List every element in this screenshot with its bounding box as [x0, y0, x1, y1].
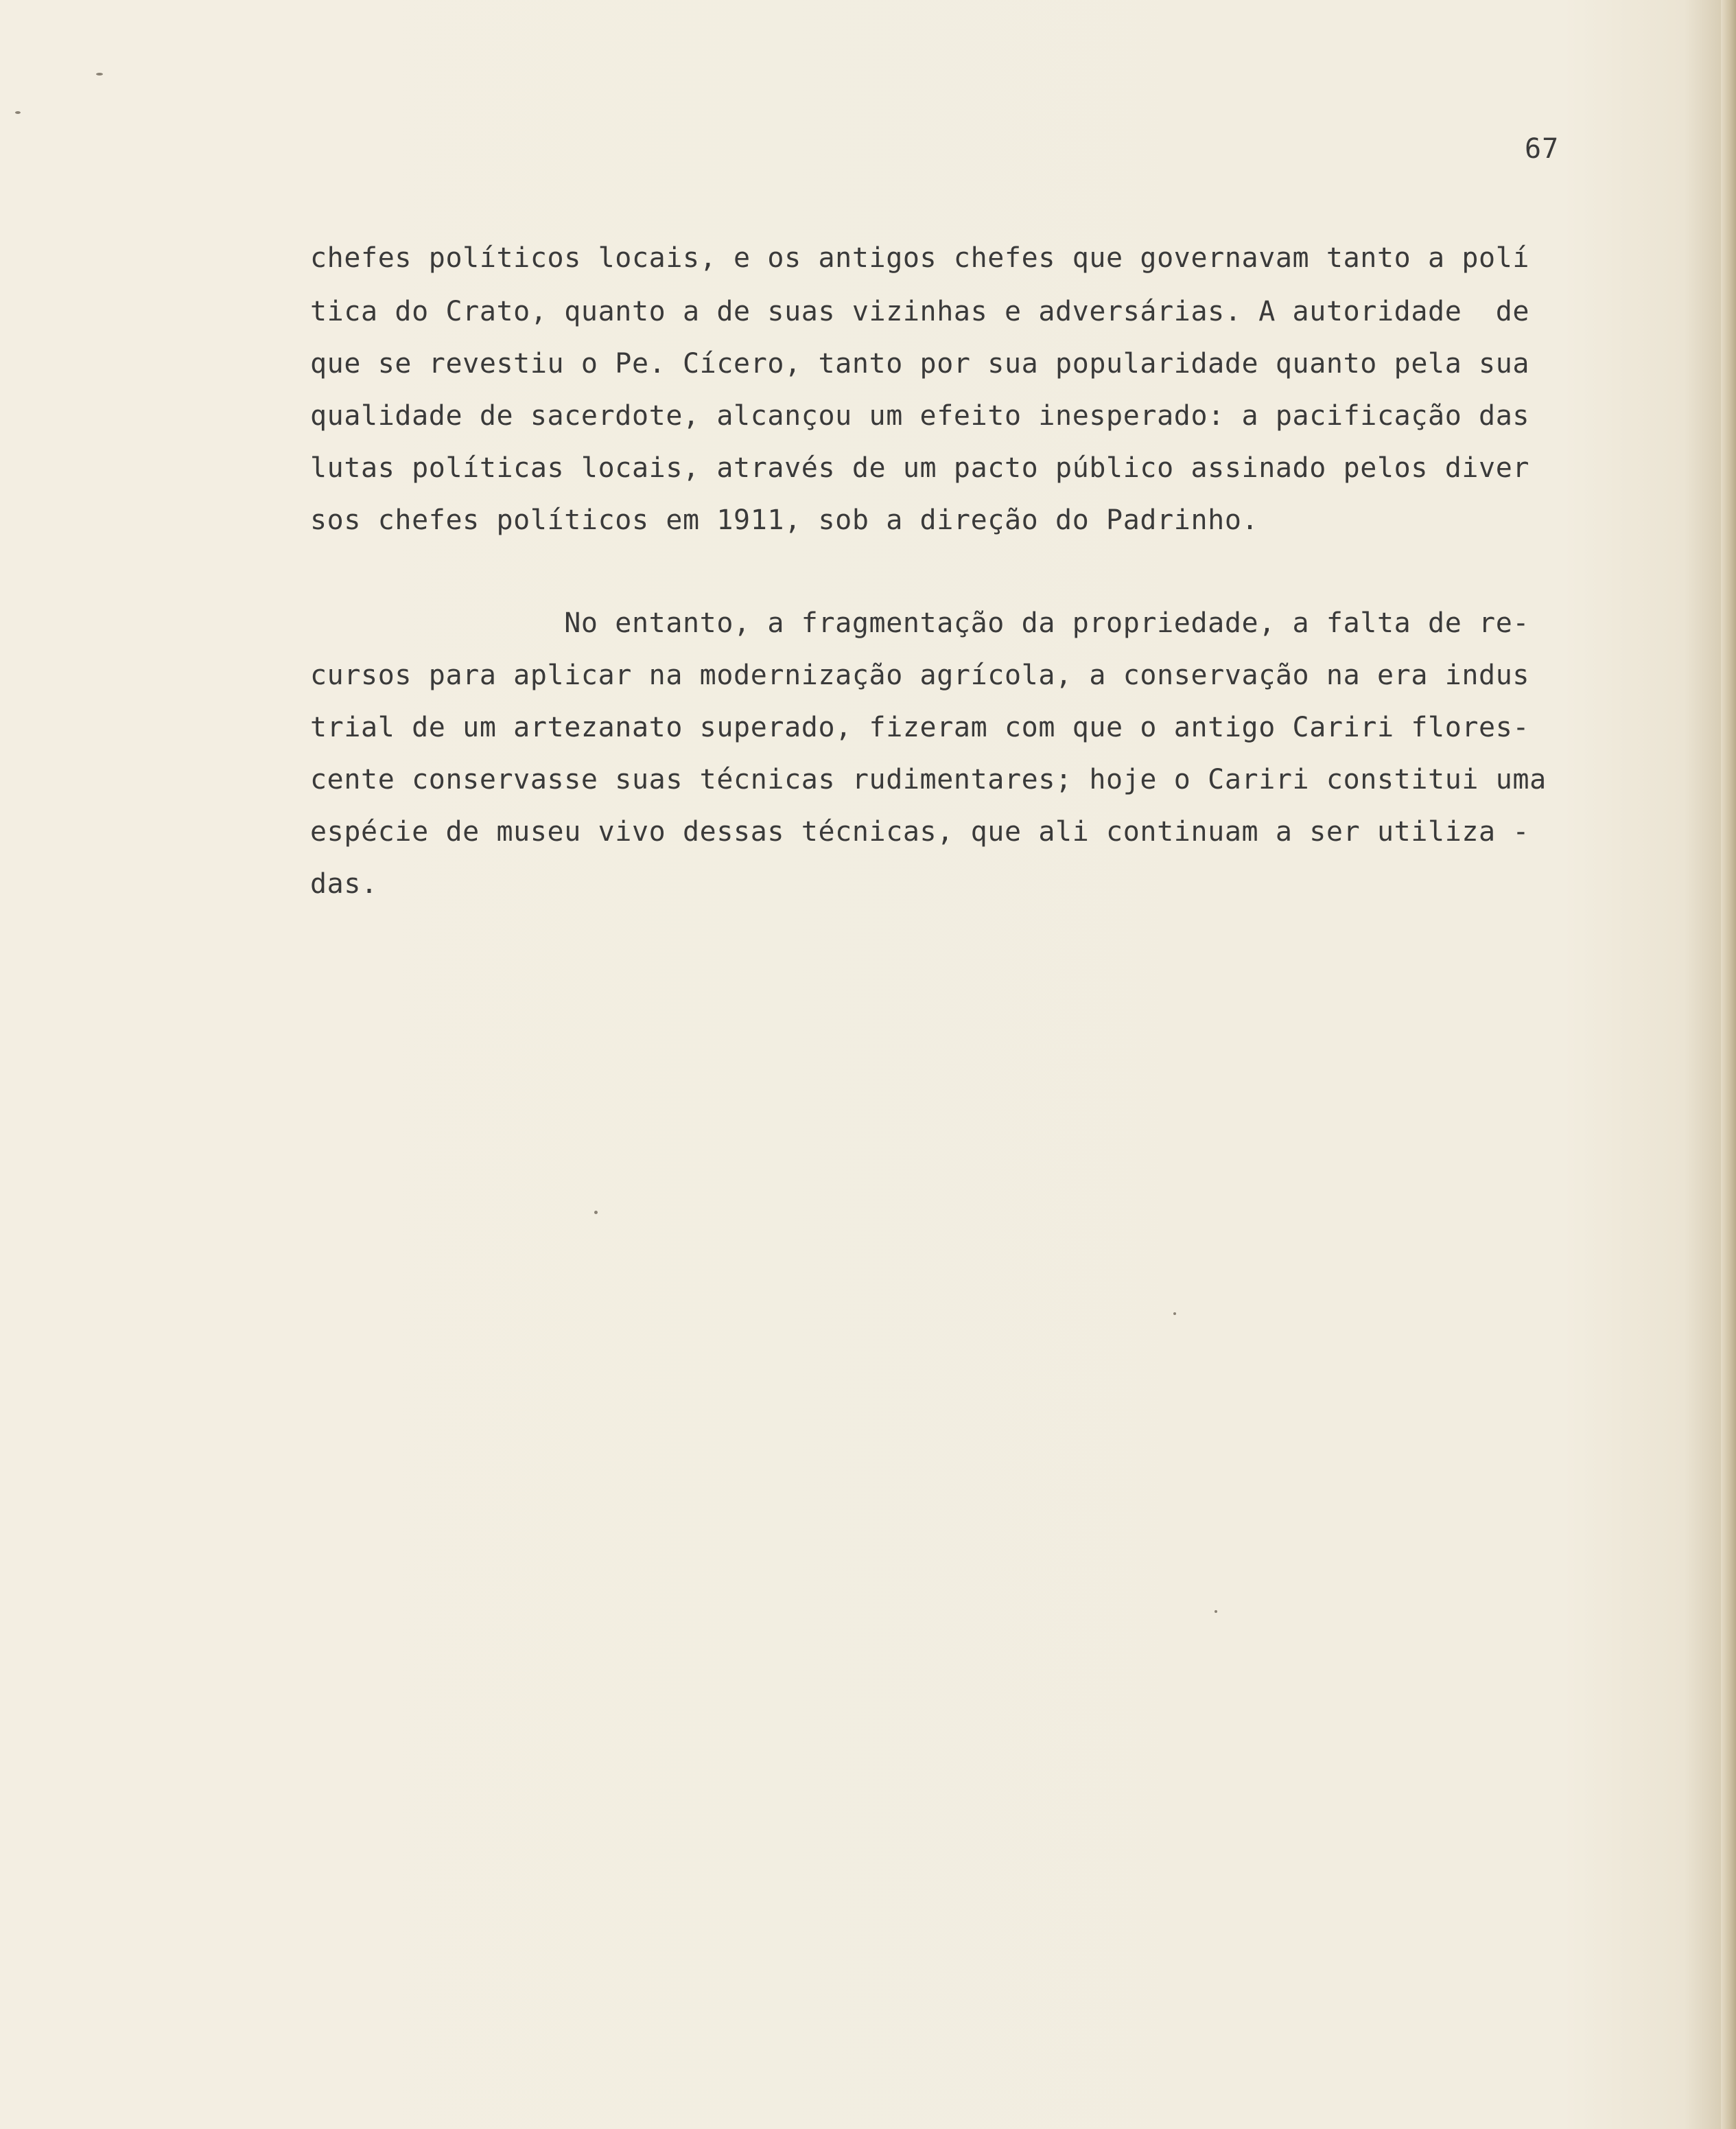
- text-line: chefes políticos locais, e os antigos chefes que governavam tanto a polí: [310, 242, 1530, 274]
- text-line: tica do Crato, quanto a de suas vizinhas e adversárias. A autoridade de: [310, 296, 1530, 327]
- text-line: cente conservasse suas técnicas rudimentares; hoje o Cariri constitui uma: [310, 764, 1547, 795]
- text-line: lutas políticas locais, através de um pacto público assinado pelos diver: [310, 452, 1530, 484]
- paper-speck: [15, 111, 21, 114]
- page-edge-shadow: [1721, 0, 1736, 2129]
- text-line: espécie de museu vivo dessas técnicas, que ali continuam a ser utiliza -: [310, 816, 1530, 848]
- paper-speck: [1215, 1610, 1217, 1613]
- paper-speck: [96, 73, 103, 75]
- text-line: que se revestiu o Pe. Cícero, tanto por sua popularidade quanto pela sua: [310, 348, 1530, 380]
- paper-speck: [594, 1211, 598, 1214]
- paper-speck: [1173, 1312, 1176, 1315]
- text-line: cursos para aplicar na modernização agrícola, a conservação na era indus: [310, 660, 1530, 691]
- text-line: sos chefes políticos em 1911, sob a direção do Padrinho.: [310, 504, 1259, 536]
- text-line: No entanto, a fragmentação da propriedade, a falta de re-: [310, 607, 1530, 639]
- text-line: qualidade de sacerdote, alcançou um efeito inesperado: a pacificação das: [310, 400, 1530, 432]
- text-line: das.: [310, 868, 378, 900]
- page-number: 67: [1525, 133, 1560, 165]
- text-line: trial de um artezanato superado, fizeram com que o antigo Cariri flores-: [310, 712, 1530, 743]
